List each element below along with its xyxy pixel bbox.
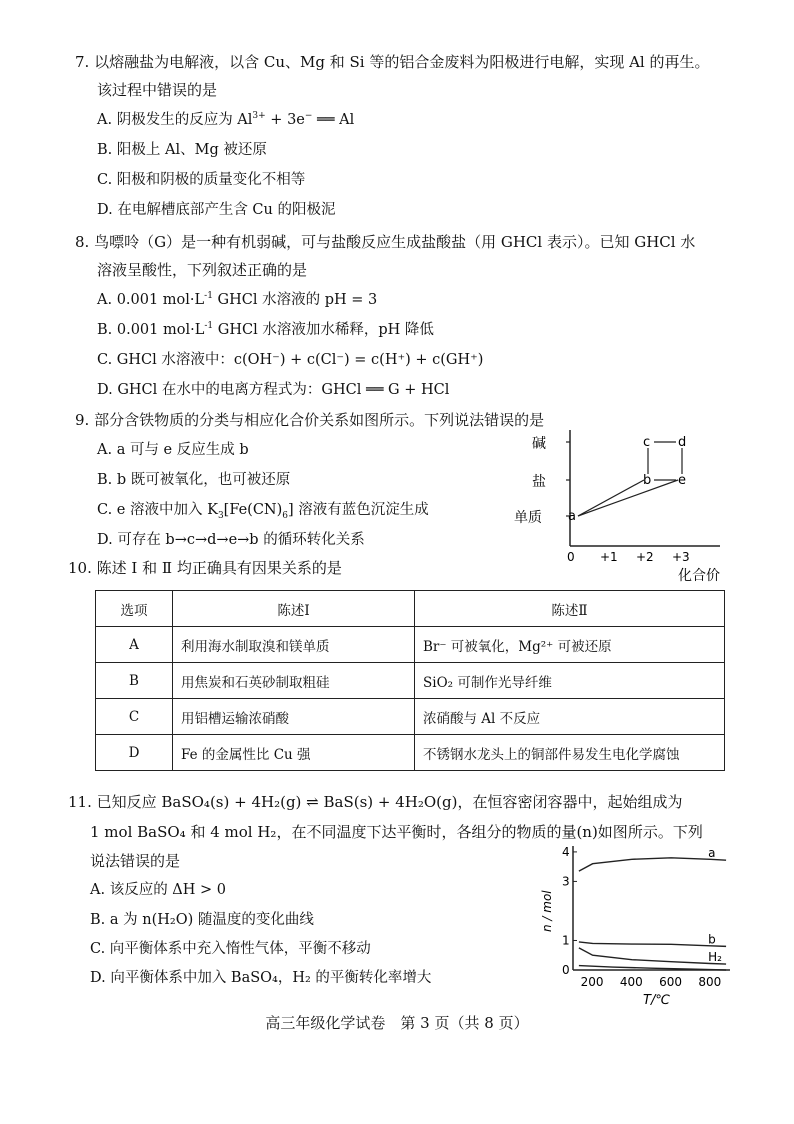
q11-xtick-2: 600 (659, 975, 683, 989)
q8-stem-line1: 8. 鸟嘌呤（G）是一种有机弱碱，可与盐酸反应生成盐酸盐（用 GHCl 表示）。已知 GHCl 水 (75, 233, 696, 251)
table-row (96, 663, 725, 699)
q11-ytick-0: 0 (562, 963, 570, 977)
q7-optA-sup: 3+ (252, 111, 266, 122)
q10-row-option: D (96, 735, 173, 771)
q10-row-option: B (96, 663, 173, 699)
q9-ylabel-salt: 盐 (532, 474, 546, 490)
q8-option-c: C. GHCl 水溶液中：c(OH⁻) + c(Cl⁻) = c(H⁺) + c(GH⁺) (97, 352, 484, 368)
q9-xtick-3: +3 (672, 550, 690, 564)
q7-stem-line2: 该过程中错误的是 (97, 81, 218, 99)
q9-xlabel: 化合价 (678, 568, 720, 583)
q9-optC-sub: 3 (217, 510, 224, 521)
q8-optA-text: A. 0.001 mol·L (97, 292, 205, 308)
q8-optA-text2: GHCl 水溶液的 pH = 3 (212, 292, 378, 308)
q9-option-b: B. b 既可被氧化，也可被还原 (97, 472, 291, 488)
q7-option-d: D. 在电解槽底部产生含 Cu 的阳极泥 (97, 202, 336, 218)
q11-series-line-a (579, 858, 726, 871)
q11-stem-line2: 1 mol BaSO₄ 和 4 mol H₂，在不同温度下达平衡时，各组分的物质的量(n)如图所示。下列 (90, 823, 703, 841)
q9-ylabel-base: 碱 (532, 436, 546, 452)
page-footer: 高三年级化学试卷 第 3 页（共 8 页） (265, 1014, 529, 1032)
table-row (96, 699, 725, 735)
q9-optC-text: C. e 溶液中加入 K (97, 502, 218, 518)
q11-ytick-2: 3 (562, 874, 570, 889)
q10-header-statement1: 陈述Ⅰ (173, 591, 415, 627)
q8-stem-line2: 溶液呈酸性，下列叙述正确的是 (97, 261, 308, 279)
q9-optC-end: ] 溶液有蓝色沉淀生成 (288, 502, 429, 518)
q9-optC-sub2: 6 (282, 510, 289, 521)
q7-option-b: B. 阳极上 Al、Mg 被还原 (97, 142, 267, 158)
q9-line-a-e (578, 480, 678, 516)
q7-optA-text: A. 阴极发生的反应为 Al (97, 112, 253, 128)
q10-header-statement2: 陈述Ⅱ (415, 591, 725, 627)
q11-equilibrium-chart (535, 842, 735, 1012)
q11-ylabel: n / mol (540, 890, 554, 932)
q8-option-b (97, 320, 434, 340)
q9-option-c (97, 500, 429, 520)
q9-xtick-2: +2 (636, 550, 654, 564)
q11-xtick-1: 400 (619, 975, 643, 989)
q7-stem-line1: 7. 以熔融盐为电解液，以含 Cu、Mg 和 Si 等的铝合金废料为阳极进行电解，实现 Al 的再生。 (75, 53, 710, 71)
q11-series-line-b (579, 942, 726, 946)
q11-stem-line1: 11. 已知反应 BaSO₄(s) + 4H₂(g) ⇌ BaS(s) + 4H₂O(g)，在恒容密闭容器中，起始组成为 (68, 793, 683, 811)
q9-point-e: e (678, 473, 686, 488)
q9-point-a: a (568, 509, 576, 524)
q7-optA-end: ══ Al (312, 112, 355, 128)
table-row (96, 627, 725, 663)
q8-option-d: D. GHCl 在水中的电离方程式为：GHCl ══ G + HCl (97, 382, 450, 398)
q9-stem: 9. 部分含铁物质的分类与相应化合价关系如图所示。下列说法错误的是 (75, 411, 545, 429)
table-row (96, 735, 725, 771)
q10-row-statement1: 用焦炭和石英砂制取粗硅 (173, 663, 415, 699)
q10-table-header (96, 591, 725, 627)
q9-iron-valence-figure (510, 428, 740, 583)
q9-option-d: D. 可存在 b→c→d→e→b 的循环转化关系 (97, 532, 365, 548)
q10-row-statement1: 利用海水制取溴和镁单质 (173, 627, 415, 663)
q9-point-b: b (643, 473, 652, 488)
q11-xlabel: T/℃ (643, 993, 670, 1008)
q8-optB-text: B. 0.001 mol·L (97, 322, 205, 338)
q11-series-label-a: a (708, 846, 716, 861)
q10-stem: 10. 陈述 Ⅰ 和 Ⅱ 均正确具有因果关系的是 (68, 559, 342, 577)
q9-xtick-1: +1 (600, 550, 618, 564)
q10-row-statement2: SiO₂ 可制作光导纤维 (415, 663, 725, 699)
q9-xtick-0: 0 (567, 550, 575, 564)
q10-row-statement1: Fe 的金属性比 Cu 强 (173, 735, 415, 771)
q9-point-c: c (643, 435, 651, 450)
q9-line-a-b (578, 480, 644, 516)
q11-xtick-3: 800 (698, 975, 722, 989)
q7-optA-sup2: − (304, 111, 313, 122)
q7-option-c: C. 阳极和阴极的质量变化不相等 (97, 172, 306, 188)
q10-table (95, 590, 725, 771)
q10-row-option: A (96, 627, 173, 663)
q11-stem-line3: 说法错误的是 (90, 852, 181, 870)
q11-option-b: B. a 为 n(H₂O) 随温度的变化曲线 (90, 912, 314, 928)
q8-optA-sup: -1 (204, 291, 213, 302)
q11-series-line-H₂ (579, 948, 726, 964)
q10-row-statement2: 浓硝酸与 Al 不反应 (415, 699, 725, 735)
q10-row-statement2: 不锈钢水龙头上的铜部件易发生电化学腐蚀 (415, 735, 725, 771)
q11-xtick-0: 200 (580, 975, 604, 989)
q7-optA-text2: + 3e (265, 112, 305, 128)
q8-optB-sup: -1 (204, 321, 214, 332)
q11-option-a: A. 该反应的 ΔH > 0 (90, 882, 227, 898)
q9-point-d: d (678, 435, 687, 450)
q11-series-label-b: b (708, 932, 716, 947)
q11-ytick-1: 1 (562, 933, 570, 948)
q11-option-d: D. 向平衡体系中加入 BaSO₄，H₂ 的平衡转化率增大 (90, 970, 432, 986)
q8-optB-text2: GHCl 水溶液加水稀释，pH 降低 (213, 322, 434, 338)
q9-ylabel-element: 单质 (514, 510, 542, 526)
q11-ytick-3: 4 (562, 844, 570, 859)
q11-option-c: C. 向平衡体系中充入惰性气体，平衡不移动 (90, 941, 371, 957)
q9-optC-text2: [Fe(CN) (223, 502, 283, 518)
q10-row-statement1: 用铝槽运输浓硝酸 (173, 699, 415, 735)
q9-option-a: A. a 可与 e 反应生成 b (97, 442, 249, 458)
q8-option-a (97, 290, 377, 310)
q7-option-a (97, 110, 354, 130)
q10-row-option: C (96, 699, 173, 735)
q10-row-statement2: Br⁻ 可被氧化，Mg²⁺ 可被还原 (415, 627, 725, 663)
q11-series-label-H₂: H₂ (708, 950, 722, 965)
q10-header-option: 选项 (96, 591, 173, 627)
